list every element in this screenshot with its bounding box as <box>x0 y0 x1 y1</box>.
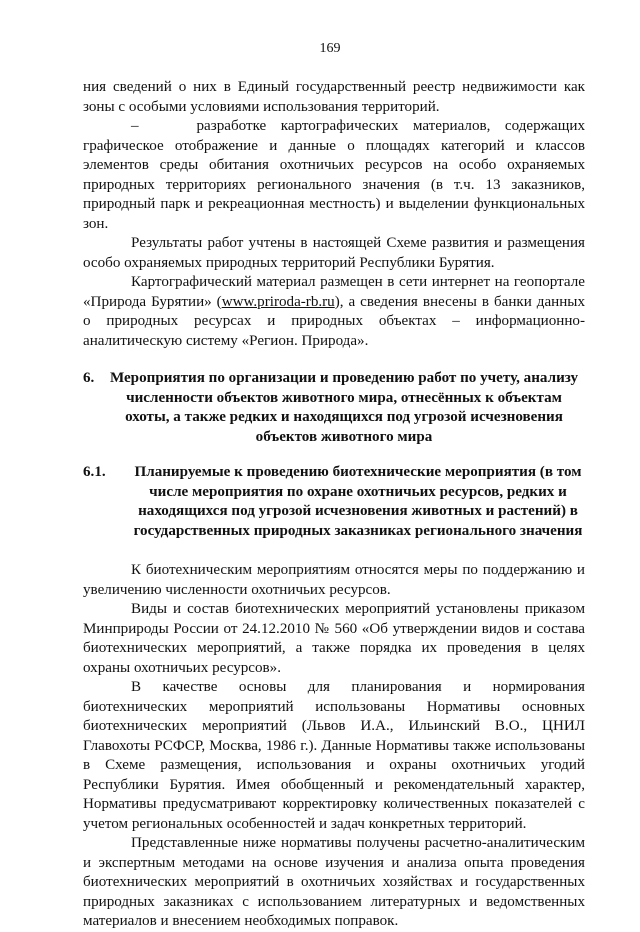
section-6-1-number: 6.1. <box>83 464 106 480</box>
document-page <box>83 40 585 932</box>
section-6-heading <box>83 369 585 447</box>
paragraph-geoportal <box>83 273 585 351</box>
geoportal-text-after: ), а сведения внесены в банки данных о природных ресурсах и природных объектах – информационно-аналитическую систему «Регион. Природа». <box>83 293 585 349</box>
paragraph-results: Результаты работ учтены в настоящей Схеме развития и размещения особо охраняемых природных территорий Республики Бурятия. <box>83 235 585 271</box>
paragraph-biotech-definition: К биотехническим мероприятиям относятся меры по поддержанию и увеличению численности охотничьих ресурсов. <box>83 562 585 598</box>
section-6-1-title: Планируемые к проведению биотехнические мероприятия (в том числе мероприятия по охране охотничьих ресурсов, редких и находящихся под угрозой исчезновения животных и растений) в государственных природных заказниках регионального значения <box>133 464 583 539</box>
section-6-title: Мероприятия по организации и проведению работ по учету, анализу численности объектов животного мира, отнесённых к объектам охоты, а также редких и находящихся под угрозой исчезновения объектов животного мира <box>109 370 579 445</box>
section-6-number: 6. <box>83 370 95 386</box>
paragraph-normatives-methods: Представленные ниже нормативы получены расчетно-аналитическим и экспертным методами на основе изучения и анализа опыта проведения биотехнических мероприятий в охотничьих хозяйствах и государственных природных заказниках с использованием литературных и ведомственных материалов и внесением необходимых поправок. <box>83 835 585 929</box>
geoportal-link[interactable]: www.priroda-rb.ru <box>221 293 335 310</box>
section-6-1-heading <box>83 463 585 541</box>
paragraph-list-item: – разработке картографических материалов, содержащих графическое отображение и данные о площадях категорий и классов элементов среды обитания охотничьих ресурсов на особо охраняемых природных территориях регионального значения (в т.ч. 13 заказников, природный парк и рекреационная местность) и выделении функциональных зон. <box>83 118 585 232</box>
page-number: 169 <box>319 41 341 56</box>
paragraph-continuation: ния сведений о них в Единый государственный реестр недвижимости как зоны с особыми условиями использования территорий. <box>83 79 585 115</box>
paragraph-normatives-basis: В качестве основы для планирования и нормирования биотехнических мероприятий использованы Нормативы основных биотехнических мероприятий (Львов И.А., Ильинский В.О., ЦНИЛ Главохоты РСФСР, Москва, 1986 г.). Данные Нормативы также использованы в Схеме размещения, использования и охраны охотничьих угодий Республики Бурятия. Имея обобщенный и рекомендательный характер, Нормативы предусматривают корректировку количественных показателей с учетом региональных особенностей и задач конкретных территорий. <box>83 679 585 832</box>
paragraph-order-560: Виды и состав биотехнических мероприятий установлены приказом Минприроды России от 24.12.2010 № 560 «Об утверждении видов и состава биотехнических мероприятий, а также порядка их проведения в целях охраны охотничьих ресурсов». <box>83 601 585 676</box>
geoportal-text-before: Картографический материал размещен в сети интернет на геопортале «Природа Бурятии» ( <box>83 274 585 310</box>
